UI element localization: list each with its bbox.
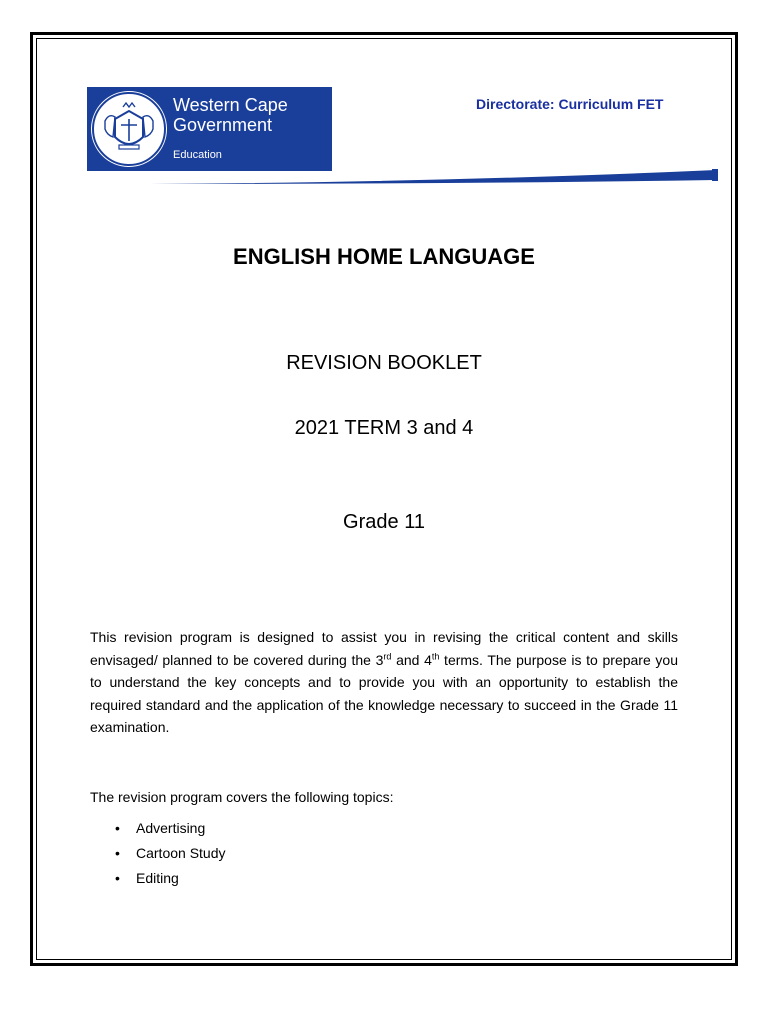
list-item [90, 870, 226, 895]
intro-paragraph [90, 626, 678, 739]
topics-intro: The revision program covers the following topics: [90, 789, 394, 805]
bullet-icon: • [115, 845, 120, 861]
header-swoosh-divider [150, 166, 720, 186]
grade-label: Grade 11 [343, 511, 425, 533]
document-title: ENGLISH HOME LANGUAGE [233, 244, 535, 269]
western-cape-government-logo [87, 87, 332, 171]
intro-text-part3: terms. The purpose is to prepare you to understand the key concepts and to provide you with an opportunity to establish the required standard and the application of the knowledge necessary to succeed in the Grade 11 examination. [90, 651, 678, 735]
superscript-th: th [431, 650, 440, 661]
topic-list [90, 820, 226, 895]
list-item [90, 820, 226, 845]
topic-label: Editing [136, 870, 179, 886]
term-label: 2021 TERM 3 and 4 [294, 417, 474, 439]
list-item [90, 845, 226, 870]
logo-title [173, 95, 323, 135]
department-label: Education [173, 149, 222, 161]
topic-label: Cartoon Study [136, 845, 226, 861]
intro-text-part2: and 4 [391, 651, 432, 668]
intro-text-part1: This revision program is designed to assist you in revising the critical content and skills envisaged/ planned to be covered during the 3 [90, 629, 678, 668]
directorate-label: Directorate: Curriculum FET [476, 96, 664, 112]
org-name-line2: Government [173, 115, 273, 135]
org-name-line1: Western Cape [173, 95, 288, 115]
topic-label: Advertising [136, 820, 206, 836]
bullet-icon: • [115, 870, 120, 886]
superscript-rd: rd [383, 650, 392, 661]
bullet-icon: • [115, 820, 120, 836]
coat-of-arms-icon [91, 91, 167, 167]
document-subtitle: REVISION BOOKLET [286, 352, 482, 374]
